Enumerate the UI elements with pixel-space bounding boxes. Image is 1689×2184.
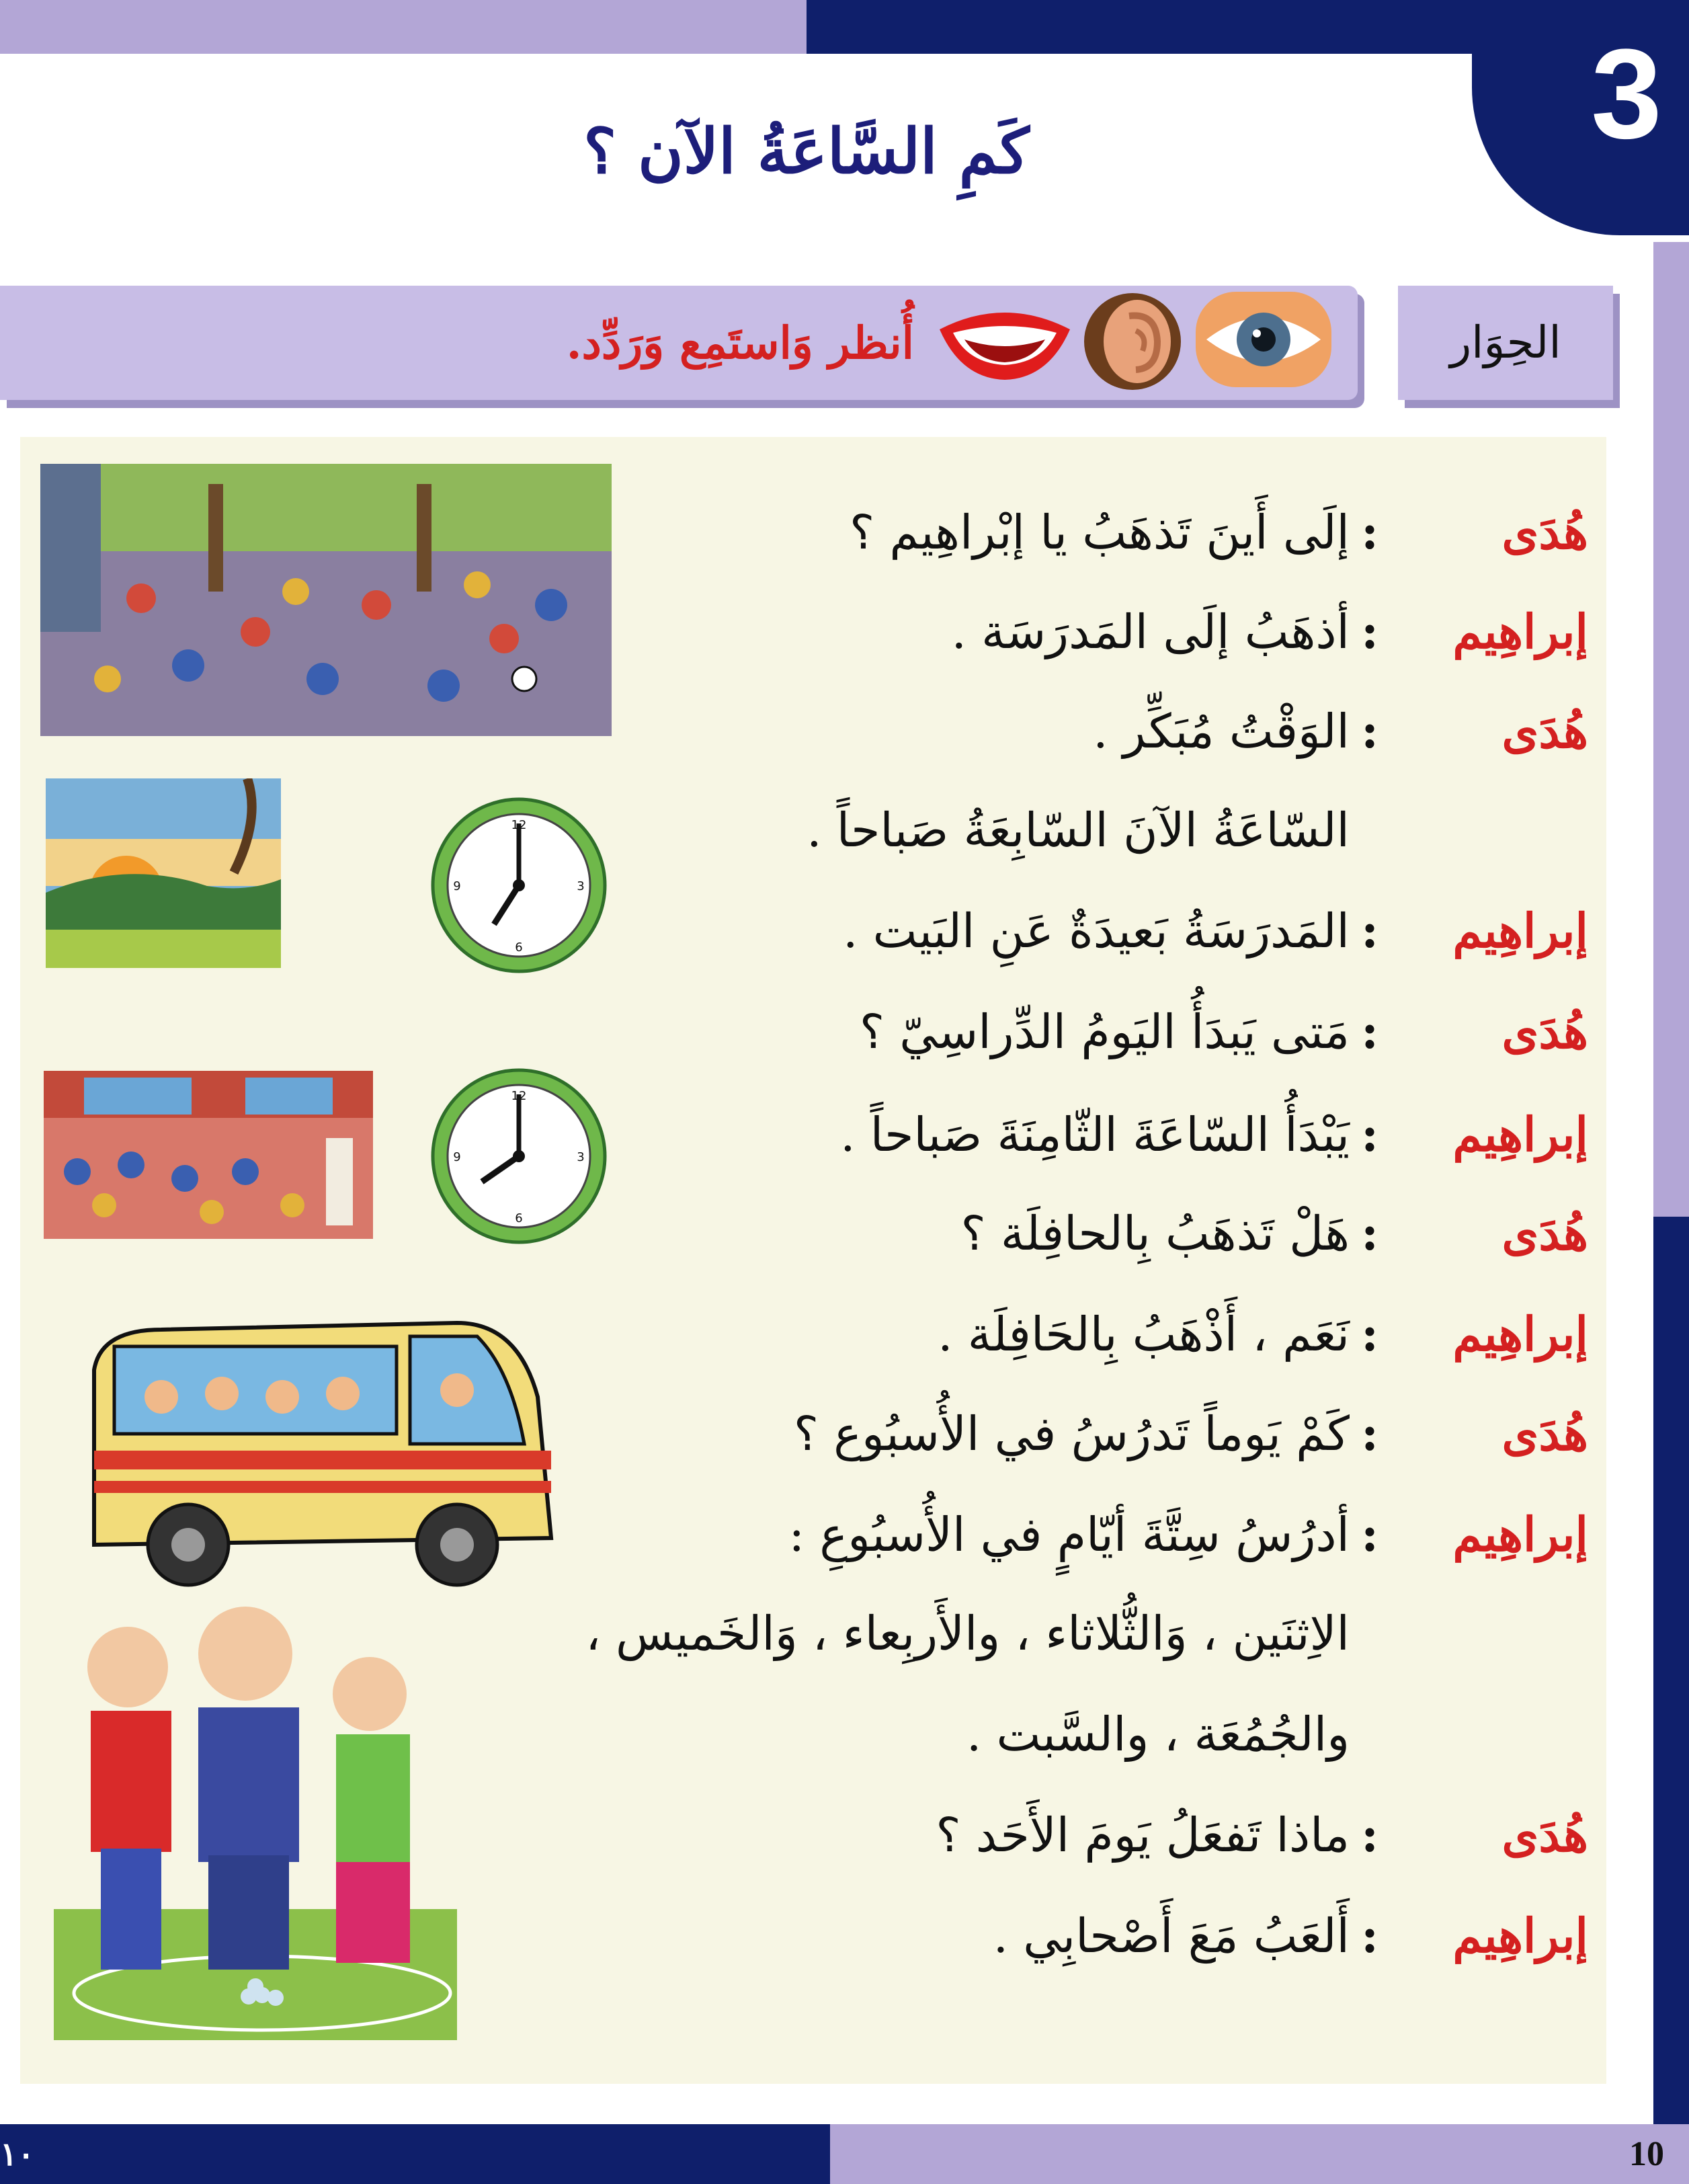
speech-text: ماذا تَفعَلُ يَومَ الأَحَد ؟ [936,1808,1350,1863]
speaker-colon: : [1361,504,1378,560]
speaker-name: إبراهِيم [1452,1106,1588,1162]
svg-text:9: 9 [453,1150,461,1164]
speaker-colon: : [1361,903,1378,959]
dialogue-line [0,1687,1689,1781]
section-tag: الحِوَار [1450,317,1561,368]
speaker-name: هُدَى [1501,1205,1588,1261]
speaker-name: هُدَى [1501,703,1588,759]
svg-text:6: 6 [515,940,523,955]
instruction-text: أُنظر وَاستَمِع وَرَدِّد. [566,317,914,369]
speaker-name: إبراهِيم [1452,903,1588,959]
dialogue-line [0,1287,1689,1381]
dialogue-line [0,1788,1689,1882]
speech-text: الوَقْتُ مُبَكِّر . [1093,704,1350,759]
dialogue-line [0,884,1689,978]
speaker-name: إبراهِيم [1452,1306,1588,1362]
page-number: 10 [1629,2135,1664,2173]
dialogue-line [0,1586,1689,1681]
speaker-colon: : [1361,1406,1378,1461]
speech-text: الاِثنَين ، وَالثُّلاثاء ، والأَربِعاء ، وَالخَميس ، [585,1606,1350,1661]
dialogue-line [0,1186,1689,1281]
speech-text: السّاعَةُ الآنَ السّابِعَةُ صَباحاً . [807,803,1350,858]
dialogue-line [0,1889,1689,1983]
footer-bar-lilac [830,2124,1689,2184]
speaker-colon: : [1361,1306,1378,1362]
speech-text: نَعَم ، أَذْهَبُ بِالحَافِلَة . [938,1307,1350,1362]
dialogue-line [0,783,1689,877]
speaker-colon: : [1361,1004,1378,1059]
dialogue-line [0,985,1689,1079]
speaker-name: هُدَى [1501,504,1588,560]
speaker-colon: : [1361,1106,1378,1162]
speech-text: أذهَبُ إلَى المَدرَسَة . [951,604,1350,659]
page-number-arabic: ١٠ [0,2136,35,2173]
footer-bar-navy [0,2124,830,2184]
speaker-colon: : [1361,1205,1378,1261]
svg-text:12: 12 [511,1089,527,1103]
svg-text:9: 9 [453,879,461,893]
speaker-colon: : [1361,1506,1378,1562]
speech-text: إلَى أَينَ تَذهَبُ يا إبْراهِيم ؟ [849,505,1350,560]
speech-text: المَدرَسَةُ بَعيدَةٌ عَنِ البَيت . [843,903,1350,959]
speech-text: مَتى يَبدَأُ اليَومُ الدِّراسِيّ ؟ [859,1004,1350,1059]
dialogue-line [0,1488,1689,1582]
speaker-name: إبراهِيم [1452,1506,1588,1562]
speaker-colon: : [1361,703,1378,759]
speech-text: أَلعَبُ مَعَ أَصْحابِي . [993,1908,1350,1964]
dialogue-line [0,1387,1689,1481]
dialogue-line [0,485,1689,579]
svg-text:6: 6 [515,1211,523,1225]
speaker-name: إبراهِيم [1452,604,1588,659]
speaker-colon: : [1361,1908,1378,1964]
page-title: كَمِ السَّاعَةُ الآن ؟ [583,115,1030,188]
speaker-name: هُدَى [1501,1406,1588,1461]
dialogue-line [0,1088,1689,1182]
speech-text: أدرُسُ سِتَّةَ أيّامٍ في الأُسبُوعِ : [788,1507,1350,1562]
speaker-name: إبراهِيم [1452,1908,1588,1964]
speech-text: هَلْ تَذهَبُ بِالحافِلَة ؟ [960,1206,1350,1261]
svg-text:12: 12 [511,818,527,832]
dialogue-line [0,684,1689,778]
speaker-name: هُدَى [1501,1004,1588,1059]
speaker-colon: : [1361,1807,1378,1863]
speech-text: يَبْدَأُ السّاعَةَ الثّامِنَةَ صَباحاً . [840,1107,1350,1162]
speaker-colon: : [1361,604,1378,659]
unit-number: 3 [1591,23,1662,165]
svg-text:3: 3 [577,1150,585,1164]
dialogue-line [0,585,1689,679]
svg-text:3: 3 [577,879,585,893]
speech-text: والجُمُعَة ، والسَّبت . [966,1707,1350,1762]
speaker-name: هُدَى [1501,1807,1588,1863]
speech-text: كَمْ يَوماً تَدرُسُ في الأُسبُوع ؟ [793,1406,1350,1461]
